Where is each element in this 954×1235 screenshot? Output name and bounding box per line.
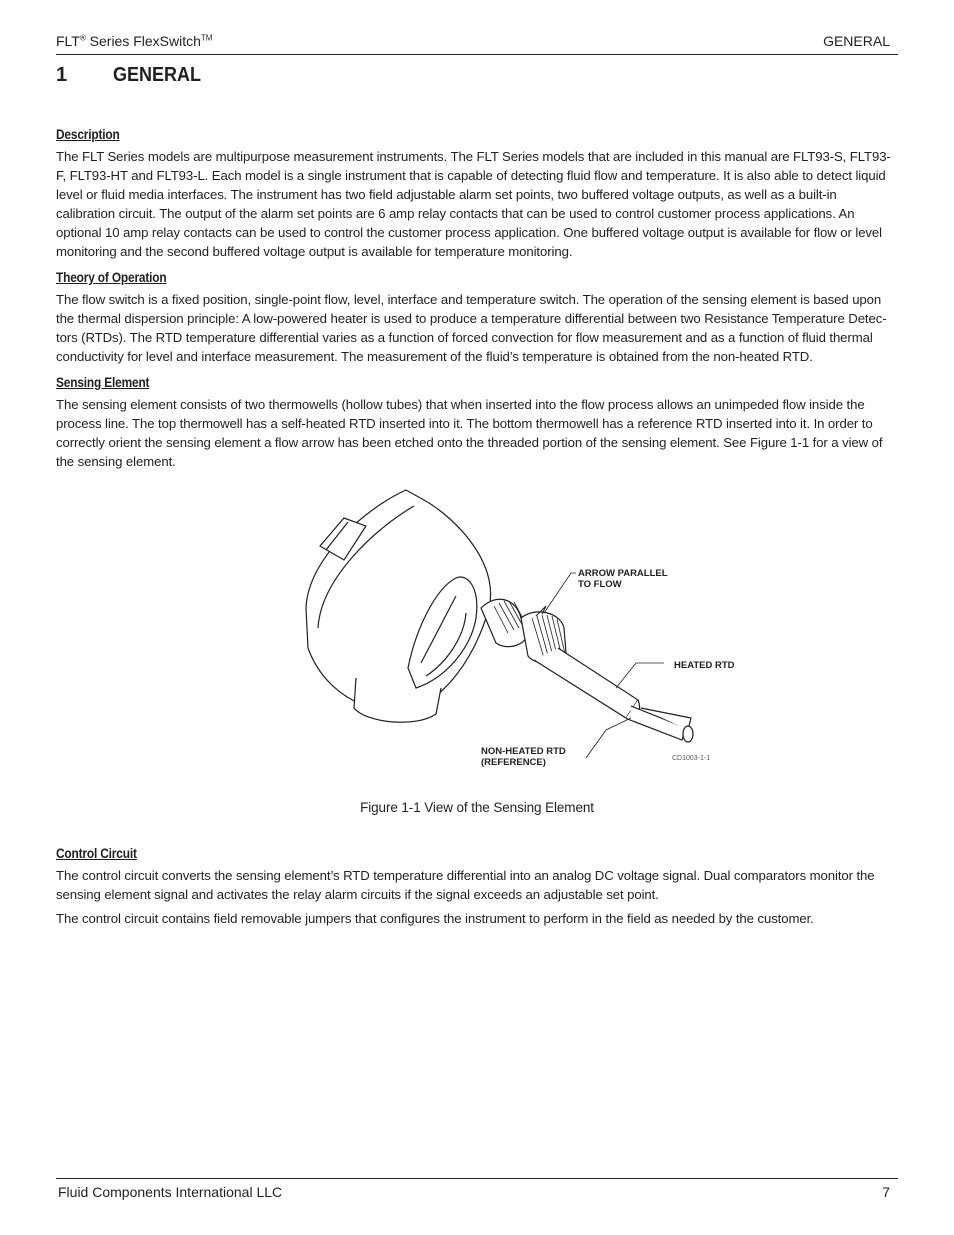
drawing-id: CD1003-1-1: [672, 755, 711, 762]
section-heading: Control Circuit: [56, 845, 137, 861]
callout-heated: HEATED RTD: [674, 660, 735, 671]
figure-sensing-element: [56, 478, 898, 798]
paragraph: The control circuit converts the sensing element’s RTD temperature differential into an analog DC voltage signal. Dual comparators monitor the sensing element signal and activates the relay alarm circuits if the signal exceeds an adjustable set point.: [56, 868, 875, 902]
header-section: GENERAL: [823, 33, 890, 49]
paragraph: The flow switch is a fixed position, single-point flow, level, interface and temperature switch. The operation of the sensing element is based upon the thermal dispersion principle: A low-powered heater is used to produce a temperature differential between two Resistance Temperature Detec-tors (RTDs). The RTD temperature differential varies as a function of forced convection for flow measurement and as a function of fluid thermal conductivity for level and interface measurement. The measurement of the fluid’s temperature is obtained from the non-heated RTD.: [56, 292, 887, 364]
callout-nonheated-line2: (REFERENCE): [481, 757, 546, 768]
footer-rule: [56, 1178, 898, 1179]
section-heading: Theory of Operation: [56, 269, 167, 285]
callout-nonheated-line1: NON-HEATED RTD: [481, 746, 566, 757]
page-content: [56, 126, 898, 935]
figure-caption: Figure 1-1 View of the Sensing Element: [360, 800, 594, 815]
section-heading: Description: [56, 126, 120, 142]
section-theory: [56, 269, 898, 366]
chapter-title: GENERAL: [113, 64, 202, 86]
callout-arrow-line2: TO FLOW: [578, 579, 622, 590]
callout-arrow-line1: ARROW PARALLEL: [578, 568, 668, 579]
footer-company: Fluid Components International LLC: [58, 1184, 283, 1200]
paragraph: The FLT Series models are multipurpose measurement instruments. The FLT Series models that are included in this manual are FLT93-S, FLT93-F, FLT93-HT and FLT93-L. Each model is a single instrument that is capable of detecting fluid flow and temperature. It is also able to detect liquid level or fluid media interfaces. The instrument has two field adjustable alarm set points, two buffered voltage outputs, as well as a built-in calibration circuit. The output of the alarm set points are 6 amp relay contacts that can be used to control customer process applications. An optional 10 amp relay contacts can be used to control the customer process application. One buffered voltage output is available for flow or level monitoring and the second buffered voltage output is available for temperature monitoring.: [56, 149, 891, 259]
chapter-number: 1: [56, 64, 68, 86]
section-control-circuit: [56, 845, 898, 928]
header-rule: [56, 54, 898, 55]
paragraph: The control circuit contains field removable jumpers that configures the instrument to perform in the field as needed by the customer.: [56, 911, 814, 926]
header-product: FLT® Series FlexSwitch™: [56, 33, 213, 49]
section-sensing-element: [56, 374, 898, 471]
section-description: [56, 126, 898, 261]
chapter-heading: [56, 64, 211, 87]
paragraph: The sensing element consists of two thermowells (hollow tubes) that when inserted into the flow process allows an unimpeded flow inside the process line. The top thermowell has a self-heated RTD inserted into it. The bottom thermowell has a reference RTD inserted into it. In order to correctly orient the sensing element a flow arrow has been etched onto the threaded portion of the sensing element. See Figure 1-1 for a view of the sensing element.: [56, 397, 883, 469]
section-heading: Sensing Element: [56, 374, 150, 390]
sensing-element-drawing: [296, 478, 736, 778]
page-number: 7: [882, 1184, 890, 1200]
